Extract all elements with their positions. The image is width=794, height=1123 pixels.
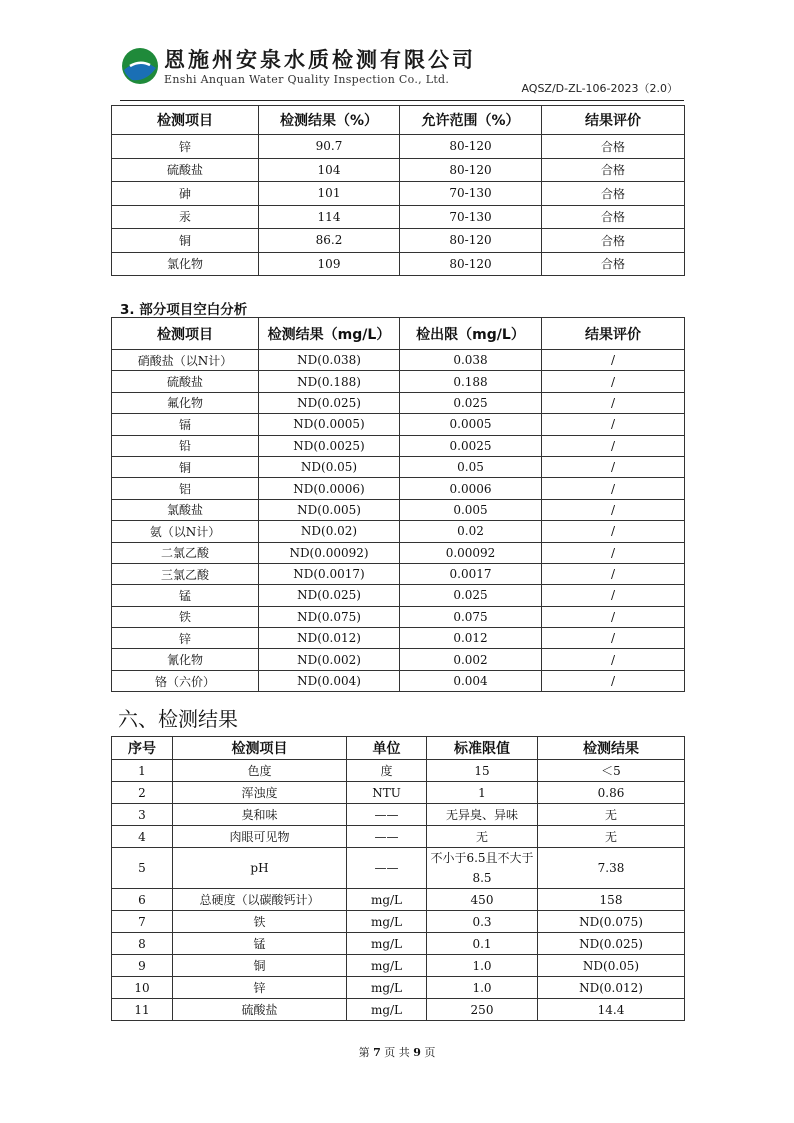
table-row [112, 542, 685, 563]
table-cell: 锌 [112, 135, 259, 159]
column-header: 检测结果（%） [259, 106, 400, 135]
table-cell: 总硬度（以碳酸钙计） [173, 889, 347, 911]
table-cell: 硫酸盐 [112, 371, 259, 392]
company-name-en: Enshi Anquan Water Quality Inspection Co., Ltd. [164, 73, 450, 86]
column-header: 结果评价 [542, 318, 685, 350]
table-cell: ND(0.075) [259, 606, 400, 627]
table-cell: 铜 [112, 456, 259, 477]
table-row [112, 889, 685, 911]
table-row [112, 158, 685, 182]
table-cell: 0.3 [427, 911, 538, 933]
table-row [112, 499, 685, 520]
table-row [112, 999, 685, 1021]
table-cell: / [542, 670, 685, 691]
table-row [112, 955, 685, 977]
table-cell: 合格 [542, 135, 685, 159]
table-cell: 铬（六价） [112, 670, 259, 691]
table-row [112, 628, 685, 649]
table-cell: 肉眼可见物 [173, 826, 347, 848]
table-cell: / [542, 542, 685, 563]
table-cell: 0.86 [538, 782, 685, 804]
table-cell: 10 [112, 977, 173, 999]
table-cell: 浑浊度 [173, 782, 347, 804]
table-cell: 镉 [112, 414, 259, 435]
table-row [112, 649, 685, 670]
table-cell: / [542, 350, 685, 371]
table-cell: 硫酸盐 [112, 158, 259, 182]
table-cell: 11 [112, 999, 173, 1021]
column-header: 检出限（mg/L） [400, 318, 542, 350]
table-row [112, 252, 685, 276]
table-cell: 硝酸盐（以N计） [112, 350, 259, 371]
table-cell: ND(0.05) [538, 955, 685, 977]
table-cell: 109 [259, 252, 400, 276]
test-results-table [111, 736, 685, 1021]
table-cell: 0.0025 [400, 435, 542, 456]
table-cell: 合格 [542, 205, 685, 229]
table-cell: 汞 [112, 205, 259, 229]
table-row [112, 350, 685, 371]
table-cell: 9 [112, 955, 173, 977]
table-cell: ND(0.002) [259, 649, 400, 670]
table-cell: ND(0.02) [259, 521, 400, 542]
table-row [112, 670, 685, 691]
table-cell: 0.002 [400, 649, 542, 670]
table-cell: pH [173, 848, 347, 889]
table-cell: ND(0.0017) [259, 563, 400, 584]
table-header-row [112, 318, 685, 350]
table-cell: ND(0.0025) [259, 435, 400, 456]
table-cell: 铁 [173, 911, 347, 933]
table-cell: 1.0 [427, 955, 538, 977]
table-cell: 砷 [112, 182, 259, 206]
table-cell: —— [347, 804, 427, 826]
table-cell: 0.025 [400, 585, 542, 606]
table-cell: NTU [347, 782, 427, 804]
footer-middle: 页 共 [384, 1046, 410, 1059]
table-row [112, 911, 685, 933]
column-header: 标准限值 [427, 737, 538, 760]
table-cell: 114 [259, 205, 400, 229]
table-cell: / [542, 606, 685, 627]
table-row [112, 606, 685, 627]
table-cell: 86.2 [259, 229, 400, 253]
table-cell: 铁 [112, 606, 259, 627]
current-page: 7 [373, 1046, 381, 1059]
table-cell: —— [347, 826, 427, 848]
blank-analysis-table [111, 317, 685, 692]
table-cell: 合格 [542, 252, 685, 276]
table-cell: 1 [427, 782, 538, 804]
table-cell: / [542, 563, 685, 584]
column-header: 结果评价 [542, 106, 685, 135]
table-cell: 5 [112, 848, 173, 889]
table-row [112, 826, 685, 848]
table-cell: 8 [112, 933, 173, 955]
table-cell: 氯化物 [112, 252, 259, 276]
column-header: 单位 [347, 737, 427, 760]
table-cell: mg/L [347, 977, 427, 999]
column-header: 检测项目 [112, 318, 259, 350]
table-row [112, 205, 685, 229]
footer-prefix: 第 [358, 1046, 370, 1059]
table-cell: 色度 [173, 760, 347, 782]
table-cell: 158 [538, 889, 685, 911]
table-cell: 三氯乙酸 [112, 563, 259, 584]
table-cell: 0.0005 [400, 414, 542, 435]
column-header: 允许范围（%） [400, 106, 542, 135]
table-cell: ND(0.038) [259, 350, 400, 371]
table-cell: 250 [427, 999, 538, 1021]
table-cell: 无异臭、异味 [427, 804, 538, 826]
table-cell: mg/L [347, 911, 427, 933]
table-cell: 101 [259, 182, 400, 206]
table-cell: / [542, 414, 685, 435]
table-cell: mg/L [347, 999, 427, 1021]
table-cell: / [542, 478, 685, 499]
table-cell: / [542, 521, 685, 542]
table-cell: 锰 [173, 933, 347, 955]
table-row [112, 456, 685, 477]
table-cell: 3 [112, 804, 173, 826]
table-cell: 不小于6.5且不大于8.5 [427, 848, 538, 889]
table-cell: 0.038 [400, 350, 542, 371]
table-cell: 80-120 [400, 135, 542, 159]
table-cell: 70-130 [400, 205, 542, 229]
table-header-row [112, 106, 685, 135]
page-header [120, 44, 684, 101]
table-cell: 氟化物 [112, 392, 259, 413]
table-cell: 450 [427, 889, 538, 911]
section-title: 3. 部分项目空白分析 [120, 302, 248, 318]
table-cell: 80-120 [400, 158, 542, 182]
table-cell: / [542, 371, 685, 392]
table-row [112, 478, 685, 499]
table-cell: ND(0.05) [259, 456, 400, 477]
table-cell: 104 [259, 158, 400, 182]
table-cell: 铜 [112, 229, 259, 253]
table-cell: 硫酸盐 [173, 999, 347, 1021]
table-cell: 1 [112, 760, 173, 782]
table-cell: 无 [538, 804, 685, 826]
table-cell: 4 [112, 826, 173, 848]
table-cell: 锌 [112, 628, 259, 649]
table-cell: mg/L [347, 933, 427, 955]
table-cell: 铜 [173, 955, 347, 977]
table-row [112, 392, 685, 413]
table-cell: ND(0.025) [538, 933, 685, 955]
table-cell: mg/L [347, 889, 427, 911]
table-cell: 锰 [112, 585, 259, 606]
table-cell: / [542, 585, 685, 606]
table-cell: 2 [112, 782, 173, 804]
column-header: 检测项目 [173, 737, 347, 760]
column-header: 检测结果（mg/L） [259, 318, 400, 350]
table-row [112, 521, 685, 542]
table-cell: 15 [427, 760, 538, 782]
table-row [112, 229, 685, 253]
table-cell: 0.0006 [400, 478, 542, 499]
table-cell: ND(0.012) [259, 628, 400, 649]
table-header-row [112, 737, 685, 760]
table-cell: ND(0.004) [259, 670, 400, 691]
table-row [112, 977, 685, 999]
table-cell: 合格 [542, 229, 685, 253]
company-name-cn: 恩施州安泉水质检测有限公司 [164, 47, 476, 72]
table-row [112, 782, 685, 804]
page-footer [0, 1044, 794, 1060]
table-cell: 0.075 [400, 606, 542, 627]
table-row [112, 414, 685, 435]
table-row [112, 848, 685, 889]
table-row [112, 371, 685, 392]
table-row [112, 135, 685, 159]
table-cell: 0.1 [427, 933, 538, 955]
document-code: AQSZ/D-ZL-106-2023（2.0） [521, 82, 678, 95]
column-header: 检测项目 [112, 106, 259, 135]
table-row [112, 804, 685, 826]
table-cell: / [542, 456, 685, 477]
table-cell: 0.012 [400, 628, 542, 649]
table-cell: 锌 [173, 977, 347, 999]
table-cell: 臭和味 [173, 804, 347, 826]
table-cell: 铅 [112, 435, 259, 456]
table-cell: 度 [347, 760, 427, 782]
table-row [112, 933, 685, 955]
company-logo-icon [120, 46, 160, 86]
table-cell: 二氯乙酸 [112, 542, 259, 563]
table-cell: 90.7 [259, 135, 400, 159]
table-cell: 合格 [542, 158, 685, 182]
table-row [112, 563, 685, 584]
table-cell: 1.0 [427, 977, 538, 999]
table-cell: 氰化物 [112, 649, 259, 670]
table-cell: ND(0.005) [259, 499, 400, 520]
table-cell: ＜5 [538, 760, 685, 782]
table-cell: 0.005 [400, 499, 542, 520]
table-cell: 0.025 [400, 392, 542, 413]
table-cell: ND(0.00092) [259, 542, 400, 563]
table-cell: 6 [112, 889, 173, 911]
column-header: 检测结果 [538, 737, 685, 760]
table-cell: 氨（以N计） [112, 521, 259, 542]
table-cell: mg/L [347, 955, 427, 977]
table-row [112, 585, 685, 606]
table-cell: ND(0.0005) [259, 414, 400, 435]
table-cell: / [542, 435, 685, 456]
table-cell: ND(0.188) [259, 371, 400, 392]
table-cell: 80-120 [400, 229, 542, 253]
section-title: 六、检测结果 [118, 707, 238, 731]
table-cell: ND(0.025) [259, 585, 400, 606]
table-cell: 80-120 [400, 252, 542, 276]
table-cell: / [542, 499, 685, 520]
table-cell: —— [347, 848, 427, 889]
table-cell: / [542, 628, 685, 649]
table-cell: 无 [427, 826, 538, 848]
table-cell: 0.02 [400, 521, 542, 542]
table-cell: ND(0.075) [538, 911, 685, 933]
table-cell: 氯酸盐 [112, 499, 259, 520]
table-cell: 0.188 [400, 371, 542, 392]
table-cell: 0.0017 [400, 563, 542, 584]
total-pages: 9 [413, 1046, 421, 1059]
footer-suffix: 页 [424, 1046, 436, 1059]
table-cell: 铝 [112, 478, 259, 499]
column-header: 序号 [112, 737, 173, 760]
table-cell: 0.00092 [400, 542, 542, 563]
table-cell: ND(0.0006) [259, 478, 400, 499]
table-cell: 0.004 [400, 670, 542, 691]
table-cell: 7 [112, 911, 173, 933]
table-cell: 7.38 [538, 848, 685, 889]
table-cell: 无 [538, 826, 685, 848]
table-cell: ND(0.012) [538, 977, 685, 999]
table-row [112, 760, 685, 782]
table-row [112, 182, 685, 206]
table-cell: / [542, 649, 685, 670]
table-cell: 0.05 [400, 456, 542, 477]
table-cell: 14.4 [538, 999, 685, 1021]
table-cell: 70-130 [400, 182, 542, 206]
recovery-table [111, 105, 685, 276]
table-cell: / [542, 392, 685, 413]
table-row [112, 435, 685, 456]
table-cell: ND(0.025) [259, 392, 400, 413]
table-cell: 合格 [542, 182, 685, 206]
